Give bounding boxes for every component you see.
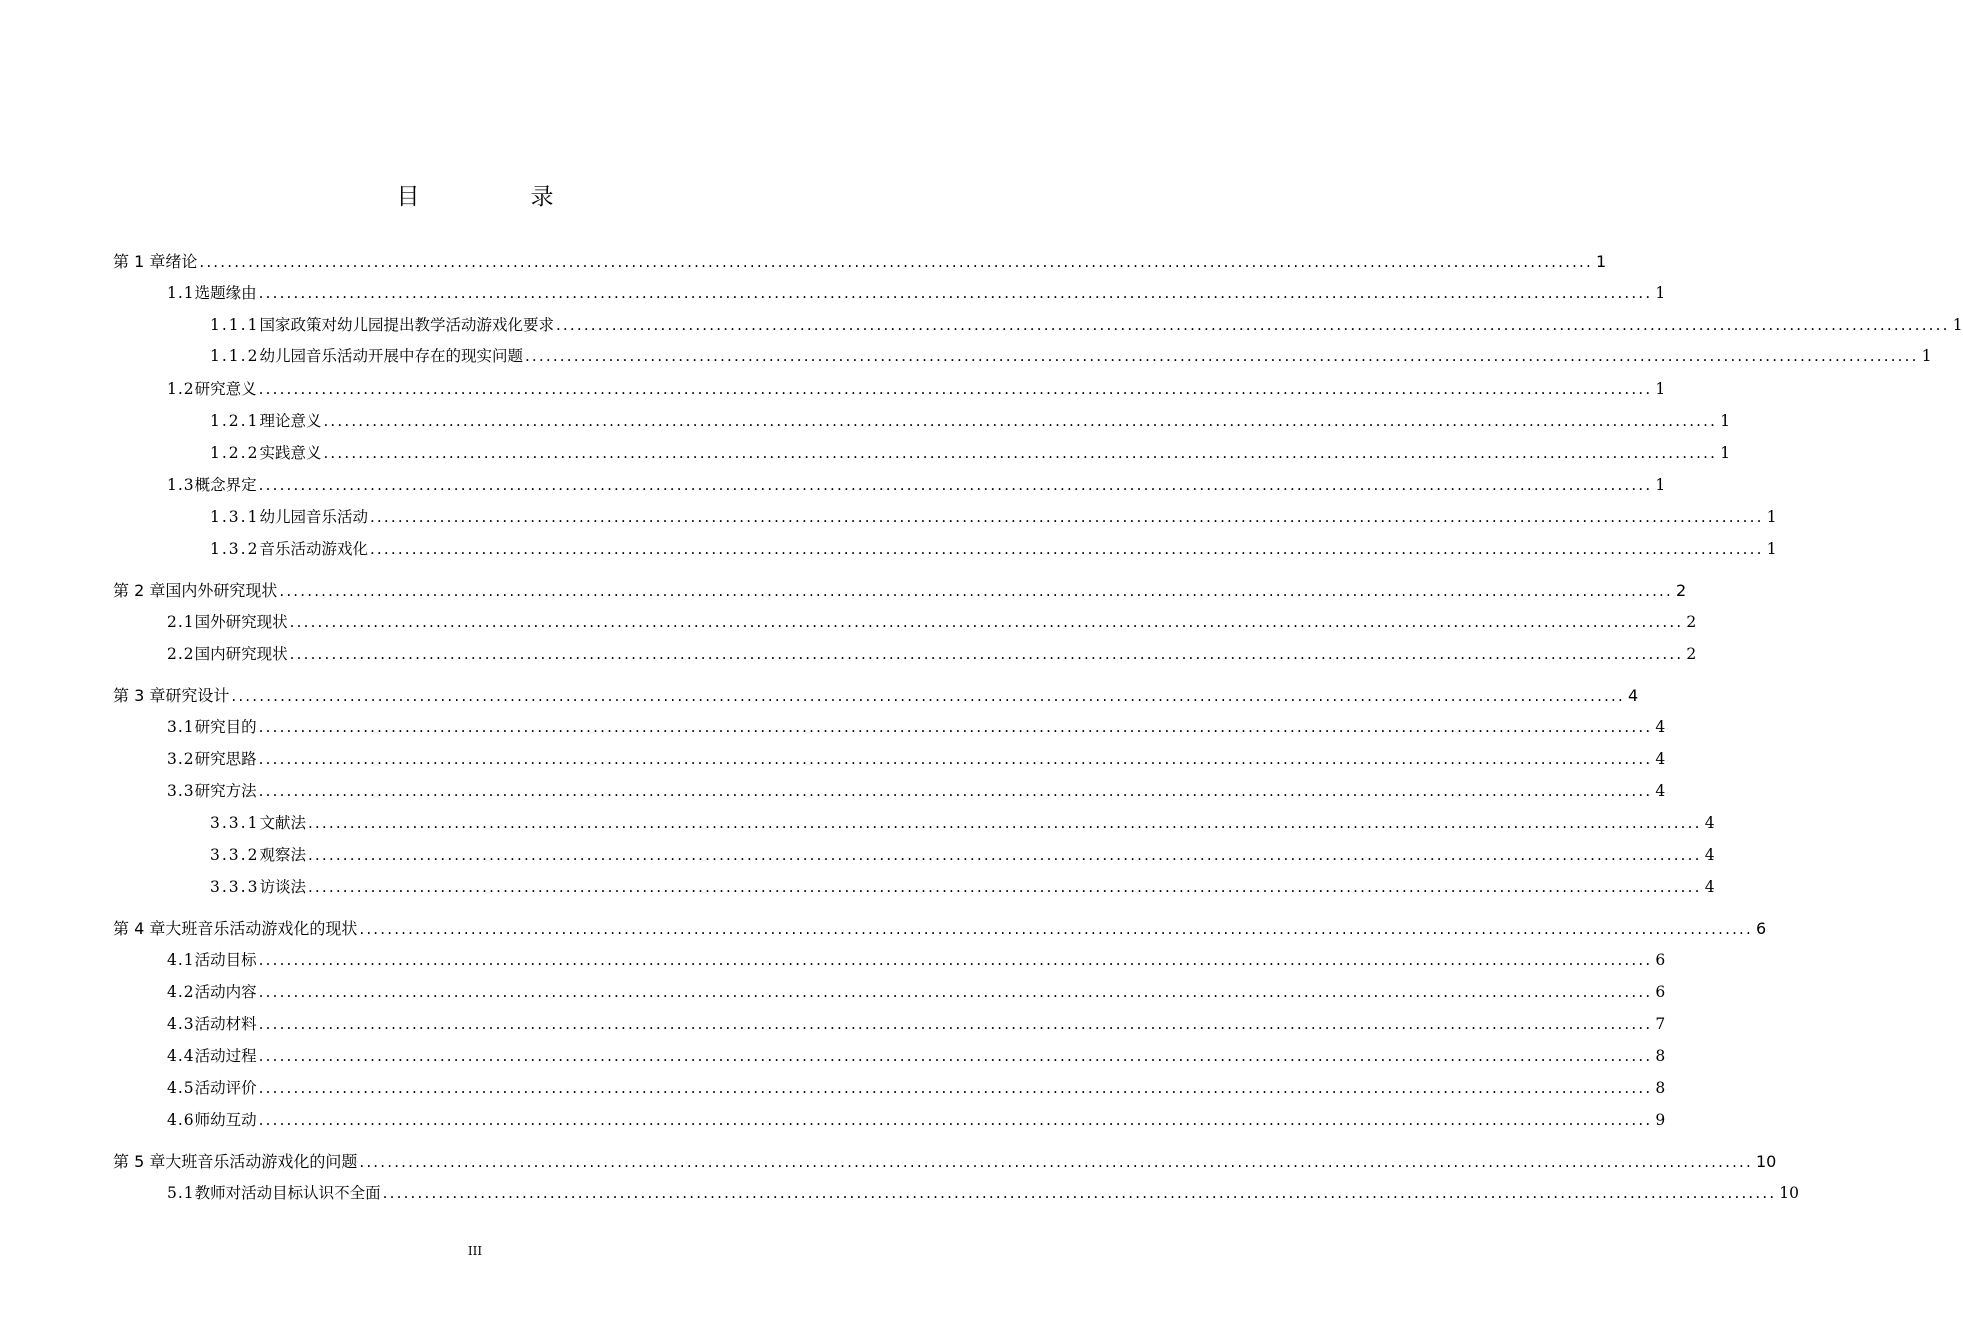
toc-leader-dots: ........................................................................................................................................................................................................ (555, 316, 1950, 334)
toc-entry-page: 1 (1921, 347, 1932, 365)
toc-entry-number: 2.1 (167, 613, 195, 631)
toc-entry-number: 第 5 章 (113, 1152, 166, 1171)
toc-section-entry[interactable] (167, 1108, 1666, 1132)
toc-leader-dots: ........................................................................................................................................................................................................ (258, 476, 1653, 494)
toc-entry-number: 第 4 章 (113, 919, 166, 938)
toc-entry-page: 8 (1655, 1047, 1666, 1065)
toc-entry-title: 访谈法 (259, 878, 306, 896)
toc-leader-dots: ........................................................................................................................................................................................................ (307, 878, 1702, 896)
toc-chapter-entry[interactable] (113, 249, 1607, 273)
toc-entry-title: 研究思路 (194, 750, 257, 768)
toc-section-entry[interactable] (167, 948, 1666, 972)
toc-entry-page: 4 (1655, 782, 1666, 800)
toc-entry-number: 第 1 章 (113, 252, 166, 271)
toc-subsection-entry[interactable] (210, 344, 1932, 368)
toc-entry-number: 第 2 章 (113, 581, 166, 600)
toc-subsection-entry[interactable] (210, 313, 1963, 337)
toc-leader-dots: ........................................................................................................................................................................................................ (258, 1111, 1653, 1129)
toc-entry-page: 1 (1655, 284, 1666, 302)
toc-subsection-entry[interactable] (210, 811, 1715, 835)
toc-leader-dots: ........................................................................................................................................................................................................ (258, 1079, 1653, 1097)
toc-entry-title: 研究设计 (165, 686, 230, 705)
toc-section-entry[interactable] (167, 715, 1666, 739)
toc-leader-dots: ........................................................................................................................................................................................................ (369, 540, 1764, 558)
toc-entry-page: 1 (1766, 540, 1777, 558)
toc-subsection-entry[interactable] (210, 875, 1715, 899)
toc-entry-title: 实践意义 (259, 444, 322, 462)
toc-entry-title: 活动评价 (194, 1079, 257, 1097)
toc-entry-title: 活动材料 (194, 1015, 257, 1033)
toc-entry-title: 师幼互动 (194, 1111, 257, 1129)
toc-entry-number: 1.3.1 (210, 508, 260, 526)
toc-entry-title: 活动目标 (194, 951, 257, 969)
toc-entry-title: 研究目的 (194, 718, 257, 736)
toc-entry-page: 2 (1676, 581, 1687, 600)
toc-entry-page: 1 (1720, 444, 1731, 462)
toc-entry-number: 4.2 (167, 983, 195, 1001)
toc-leader-dots: ........................................................................................................................................................................................................ (258, 782, 1653, 800)
toc-leader-dots: ........................................................................................................................................................................................................ (307, 846, 1702, 864)
toc-subsection-entry[interactable] (210, 505, 1777, 529)
toc-entry-title: 绪论 (165, 252, 198, 271)
toc-entry-title: 文献法 (259, 814, 306, 832)
toc-section-entry[interactable] (167, 747, 1666, 771)
toc-entry-title: 大班音乐活动游戏化的现状 (165, 919, 358, 938)
toc-entry-number: 4.6 (167, 1111, 195, 1129)
toc-leader-dots: ........................................................................................................................................................................................................ (359, 1153, 1753, 1171)
page-title: 目 录 (396, 184, 598, 210)
toc-entry-page: 10 (1756, 1152, 1777, 1171)
toc-entry-number: 3.3.2 (210, 846, 260, 864)
toc-entry-title: 理论意义 (259, 412, 322, 430)
toc-entry-number: 1.2 (167, 380, 195, 398)
toc-entry-page: 6 (1756, 919, 1767, 938)
toc-subsection-entry[interactable] (210, 441, 1731, 465)
toc-leader-dots: ........................................................................................................................................................................................................ (289, 613, 1684, 631)
toc-section-entry[interactable] (167, 1181, 1800, 1205)
toc-entry-page: 1 (1655, 380, 1666, 398)
toc-entry-page: 1 (1952, 316, 1963, 334)
toc-section-entry[interactable] (167, 980, 1666, 1004)
toc-subsection-entry[interactable] (210, 843, 1715, 867)
toc-entry-title: 大班音乐活动游戏化的问题 (165, 1152, 358, 1171)
toc-entry-title: 活动过程 (194, 1047, 257, 1065)
toc-section-entry[interactable] (167, 610, 1697, 634)
toc-leader-dots: ........................................................................................................................................................................................................ (279, 582, 1673, 600)
toc-entry-title: 国外研究现状 (194, 613, 288, 631)
toc-entry-title: 研究方法 (194, 782, 257, 800)
toc-entry-page: 2 (1686, 613, 1697, 631)
toc-section-entry[interactable] (167, 1044, 1666, 1068)
toc-leader-dots: ........................................................................................................................................................................................................ (258, 284, 1653, 302)
toc-entry-title: 活动内容 (194, 983, 257, 1001)
toc-entry-page: 6 (1655, 983, 1666, 1001)
toc-chapter-entry[interactable] (113, 916, 1767, 940)
toc-section-entry[interactable] (167, 1012, 1666, 1036)
toc-entry-number: 3.3.3 (210, 878, 260, 896)
toc-leader-dots: ........................................................................................................................................................................................................ (258, 718, 1653, 736)
toc-entry-page: 10 (1779, 1184, 1800, 1202)
toc-entry-title: 观察法 (259, 846, 306, 864)
toc-entry-number: 1.1 (167, 284, 195, 302)
toc-entry-number: 2.2 (167, 645, 195, 663)
toc-entry-page: 7 (1655, 1015, 1666, 1033)
toc-leader-dots: ........................................................................................................................................................................................................ (199, 253, 1593, 271)
toc-subsection-entry[interactable] (210, 409, 1731, 433)
toc-leader-dots: ........................................................................................................................................................................................................ (524, 347, 1919, 365)
toc-entry-page: 4 (1704, 878, 1715, 896)
toc-entry-page: 2 (1686, 645, 1697, 663)
toc-entry-number: 3.3.1 (210, 814, 260, 832)
toc-entry-page: 4 (1704, 846, 1715, 864)
toc-leader-dots: ........................................................................................................................................................................................................ (258, 1047, 1653, 1065)
toc-chapter-entry[interactable] (113, 578, 1687, 602)
toc-entry-page: 4 (1655, 750, 1666, 768)
toc-leader-dots: ........................................................................................................................................................................................................ (382, 1184, 1777, 1202)
toc-section-entry[interactable] (167, 473, 1666, 497)
toc-entry-title: 国家政策对幼儿园提出教学活动游戏化要求 (259, 316, 554, 334)
toc-entry-page: 1 (1766, 508, 1777, 526)
toc-chapter-entry[interactable] (113, 683, 1639, 707)
toc-entry-number: 第 3 章 (113, 686, 166, 705)
toc-leader-dots: ........................................................................................................................................................................................................ (258, 983, 1653, 1001)
toc-entry-page: 4 (1628, 686, 1639, 705)
toc-entry-number: 1.1.1 (210, 316, 260, 334)
toc-entry-number: 1.2.2 (210, 444, 260, 462)
toc-entry-page: 4 (1655, 718, 1666, 736)
toc-entry-title: 概念界定 (194, 476, 257, 494)
toc-entry-number: 5.1 (167, 1184, 195, 1202)
toc-entry-number: 3.2 (167, 750, 195, 768)
toc-entry-page: 6 (1655, 951, 1666, 969)
toc-entry-number: 1.1.2 (210, 347, 260, 365)
toc-section-entry[interactable] (167, 779, 1666, 803)
toc-entry-page: 1 (1596, 252, 1607, 271)
toc-chapter-entry[interactable] (113, 1149, 1777, 1173)
toc-leader-dots: ........................................................................................................................................................................................................ (323, 444, 1718, 462)
toc-leader-dots: ........................................................................................................................................................................................................ (258, 951, 1653, 969)
toc-entry-number: 4.1 (167, 951, 195, 969)
toc-entry-title: 国内外研究现状 (165, 581, 278, 600)
toc-entry-number: 4.4 (167, 1047, 195, 1065)
toc-leader-dots: ........................................................................................................................................................................................................ (359, 920, 1753, 938)
page-number: III (467, 1244, 483, 1258)
toc-entry-page: 1 (1720, 412, 1731, 430)
toc-entry-number: 1.3.2 (210, 540, 260, 558)
toc-entry-number: 3.1 (167, 718, 195, 736)
toc-leader-dots: ........................................................................................................................................................................................................ (369, 508, 1764, 526)
toc-entry-page: 1 (1655, 476, 1666, 494)
toc-leader-dots: ........................................................................................................................................................................................................ (258, 750, 1653, 768)
toc-entry-title: 幼儿园音乐活动 (259, 508, 368, 526)
toc-leader-dots: ........................................................................................................................................................................................................ (258, 1015, 1653, 1033)
toc-entry-title: 研究意义 (194, 380, 257, 398)
toc-entry-title: 选题缘由 (194, 284, 257, 302)
toc-entry-title: 教师对活动目标认识不全面 (194, 1184, 381, 1202)
toc-leader-dots: ........................................................................................................................................................................................................ (231, 687, 1625, 705)
toc-entry-page: 4 (1704, 814, 1715, 832)
toc-subsection-entry[interactable] (210, 537, 1777, 561)
toc-entry-number: 4.5 (167, 1079, 195, 1097)
toc-leader-dots: ........................................................................................................................................................................................................ (258, 380, 1653, 398)
toc-entry-page: 9 (1655, 1111, 1666, 1129)
toc-section-entry[interactable] (167, 281, 1666, 305)
toc-leader-dots: ........................................................................................................................................................................................................ (323, 412, 1718, 430)
toc-entry-number: 3.3 (167, 782, 195, 800)
toc-entry-title: 音乐活动游戏化 (259, 540, 368, 558)
toc-entry-number: 1.3 (167, 476, 195, 494)
toc-section-entry[interactable] (167, 1076, 1666, 1100)
toc-leader-dots: ........................................................................................................................................................................................................ (289, 645, 1684, 663)
toc-entry-number: 1.2.1 (210, 412, 260, 430)
toc-leader-dots: ........................................................................................................................................................................................................ (307, 814, 1702, 832)
toc-entry-title: 国内研究现状 (194, 645, 288, 663)
toc-section-entry[interactable] (167, 642, 1697, 666)
toc-entry-page: 8 (1655, 1079, 1666, 1097)
toc-entry-number: 4.3 (167, 1015, 195, 1033)
toc-section-entry[interactable] (167, 377, 1666, 401)
toc-entry-title: 幼儿园音乐活动开展中存在的现实问题 (259, 347, 523, 365)
